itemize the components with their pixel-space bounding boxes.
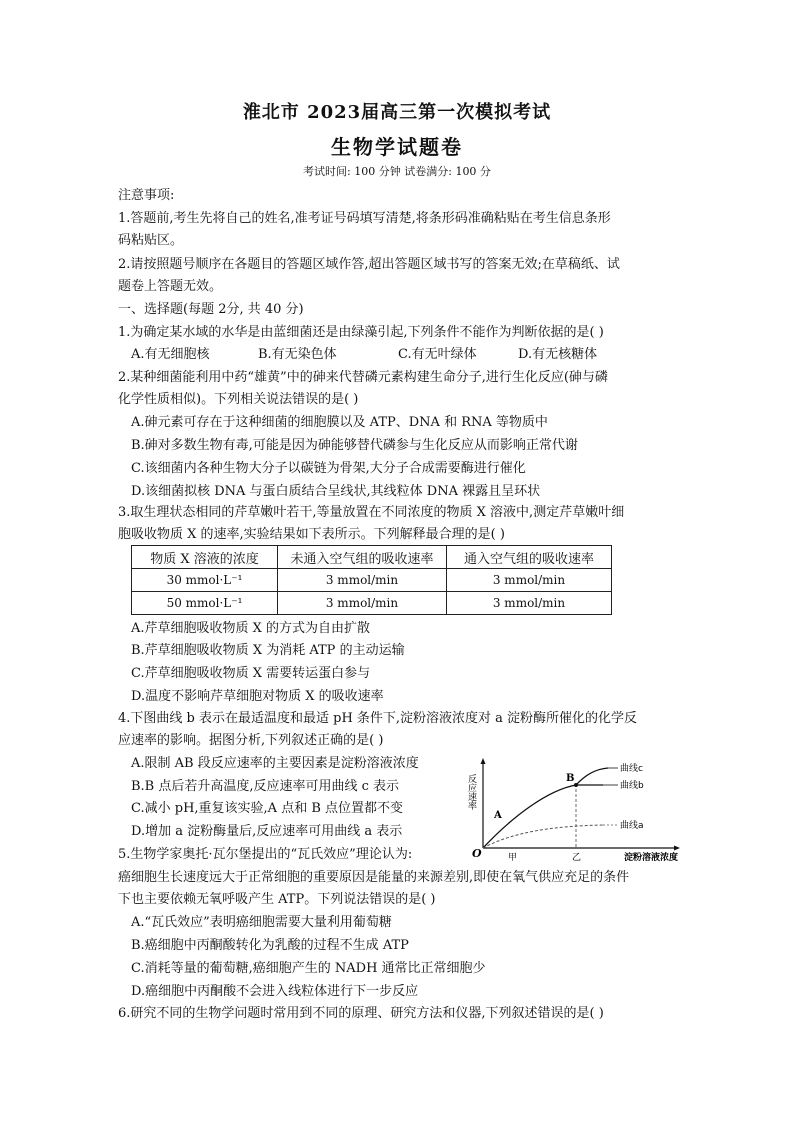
notice-item-2: 2.请按照题号顺序在各题目的答题区域作答,超出答题区域书写的答案无效;在草稿纸、试	[118, 257, 620, 272]
q2-option-a: A.砷元素可存在于这种细菌的细胞膜以及 ATP、DNA 和 RNA 等物质中	[131, 415, 548, 430]
table-cell: 30 mmol·L⁻¹	[132, 569, 278, 592]
q4-stem: 4.下图曲线 b 表示在最适温度和最适 pH 条件下,淀粉溶液浓度对 a 淀粉酶所催化的化学反	[118, 711, 638, 726]
q2-stem: 2.某种细菌能利用中药“雄黄”中的砷来代替磷元素构建生命分子,进行生化反应(砷与磷	[118, 370, 608, 385]
table-cell: 3 mmol/min	[278, 569, 447, 592]
q2-stem-cont: 化学性质相似)。下列相关说法错误的是( )	[118, 392, 359, 407]
q4-reaction-rate-graph	[468, 756, 686, 864]
table-header-cell: 通入空气组的吸收速率	[447, 546, 612, 569]
q5-option-c: C.消耗等量的葡萄糖,癌细胞产生的 NADH 通常比正常细胞少	[131, 961, 486, 976]
q5-stem: 5.生物学家奥托·瓦尔堡提出的“瓦氏效应”理论认为:	[118, 847, 413, 862]
q5-stem-cont-2: 下也主要依赖无氧呼吸产生 ATP。下列说法错误的是( )	[118, 892, 436, 907]
notice-heading: 注意事项:	[118, 188, 175, 203]
q1-stem: 1.为确定某水域的水华是由蓝细菌还是由绿藻引起,下列条件不能作为判断依据的是( )	[118, 325, 604, 340]
q1-option-d: D.有无核糖体	[518, 347, 598, 362]
q2-option-d: D.该细菌拟核 DNA 与蛋白质结合呈线状,其线粒体 DNA 裸露且呈环状	[131, 484, 541, 499]
q1-option-c: C.有无叶绿体	[398, 347, 477, 362]
curve-c-label: 曲线c	[620, 764, 643, 774]
table-row	[132, 569, 612, 592]
table-cell: 3 mmol/min	[447, 569, 612, 592]
x-axis-arrow-icon	[674, 846, 680, 851]
paper-title: 生物学试题卷	[331, 135, 463, 159]
q3-stem-cont: 胞吸收物质 X 的速率,实验结果如下表所示。下列解释最合理的是( )	[118, 527, 505, 542]
table-cell: 3 mmol/min	[447, 592, 612, 615]
q5-option-b: B.癌细胞中丙酮酸转化为乳酸的过程不生成 ATP	[131, 938, 409, 953]
q3-data-table	[131, 545, 612, 615]
notice-item-2-cont: 题卷上答题无效。	[118, 279, 223, 294]
q5-option-d: D.癌细胞中丙酮酸不会进入线粒体进行下一步反应	[131, 984, 419, 999]
y-axis-arrow-icon	[481, 758, 486, 764]
q4-option-c: C.减小 pH,重复该实验,A 点和 B 点位置都不变	[131, 801, 404, 816]
q5-stem-cont: 癌细胞生长速度远大于正常细胞的重要原因是能量的来源差别,即使在氧气供应充足的条件	[118, 870, 630, 885]
curve-a-label: 曲线a	[620, 821, 644, 831]
q2-option-c: C.该细菌内各种生物大分子以碳链为骨架,大分子合成需要酶进行催化	[131, 461, 526, 476]
q5-option-a: A.“瓦氏效应”表明癌细胞需要大量利用葡萄糖	[131, 915, 392, 930]
x-tick-yi: 乙	[572, 853, 582, 863]
point-b-label: B	[566, 773, 575, 784]
curve-b-label: 曲线b	[620, 781, 644, 791]
q3-stem: 3.取生理状态相同的芹草嫩叶若干,等量放置在不同浓度的物质 X 溶液中,测定芹草嫩叶细	[118, 505, 625, 520]
origin-label: O	[472, 847, 482, 860]
q3-option-c: C.芹草细胞吸收物质 X 需要转运蛋白参与	[131, 666, 371, 681]
q3-option-a: A.芹草细胞吸收物质 X 的方式为自由扩散	[131, 621, 371, 636]
curve-c	[576, 768, 608, 785]
table-cell: 3 mmol/min	[278, 592, 447, 615]
x-tick-jia: 甲	[508, 853, 518, 863]
point-a-label: A	[494, 810, 502, 821]
x-axis-label: 淀粉溶液浓度	[623, 853, 678, 863]
q4-option-a: A.限制 AB 段反应速率的主要因素是淀粉溶液浓度	[131, 756, 419, 771]
exam-info: 考试时间: 100 分钟 试卷满分: 100 分	[303, 165, 491, 178]
section-heading: 一、选择题(每题 2分, 共 40 分)	[118, 302, 304, 317]
curve-a	[483, 825, 603, 848]
table-header-cell: 物质 X 溶液的浓度	[132, 546, 278, 569]
q3-option-b: B.芹草细胞吸收物质 X 为消耗 ATP 的主动运输	[131, 643, 405, 658]
y-axis-label: 反应速率	[466, 774, 476, 810]
table-cell: 50 mmol·L⁻¹	[132, 592, 278, 615]
point-b-marker	[574, 783, 578, 787]
q4-stem-cont: 应速率的影响。据图分析,下列叙述正确的是( )	[118, 733, 384, 748]
q6-stem: 6.研究不同的生物学问题时常用到不同的原理、研究方法和仪器,下列叙述错误的是( )	[118, 1006, 604, 1021]
q2-option-b: B.砷对多数生物有毒,可能是因为砷能够替代磷参与生化反应从而影响正常代谢	[131, 438, 578, 453]
q3-option-d: D.温度不影响芹草细胞对物质 X 的吸收速率	[131, 689, 384, 704]
q1-option-a: A.有无细胞核	[131, 347, 210, 362]
exam-title: 淮北市 2023届高三第一次模拟考试	[242, 102, 552, 123]
q4-option-b: B.B 点后若升高温度,反应速率可用曲线 c 表示	[131, 779, 400, 794]
notice-item-1-cont: 码粘贴区。	[118, 233, 184, 248]
table-row	[132, 592, 612, 615]
notice-item-1: 1.答题前,考生先将自己的姓名,准考证号码填写清楚,将条形码准确粘贴在考生信息条形	[118, 211, 611, 226]
table-header-row	[132, 546, 612, 569]
table-header-cell: 未通入空气组的吸收速率	[278, 546, 447, 569]
q4-option-d: D.增加 a 淀粉酶量后,反应速率可用曲线 a 表示	[131, 824, 403, 839]
q1-option-b: B.有无染色体	[258, 347, 337, 362]
